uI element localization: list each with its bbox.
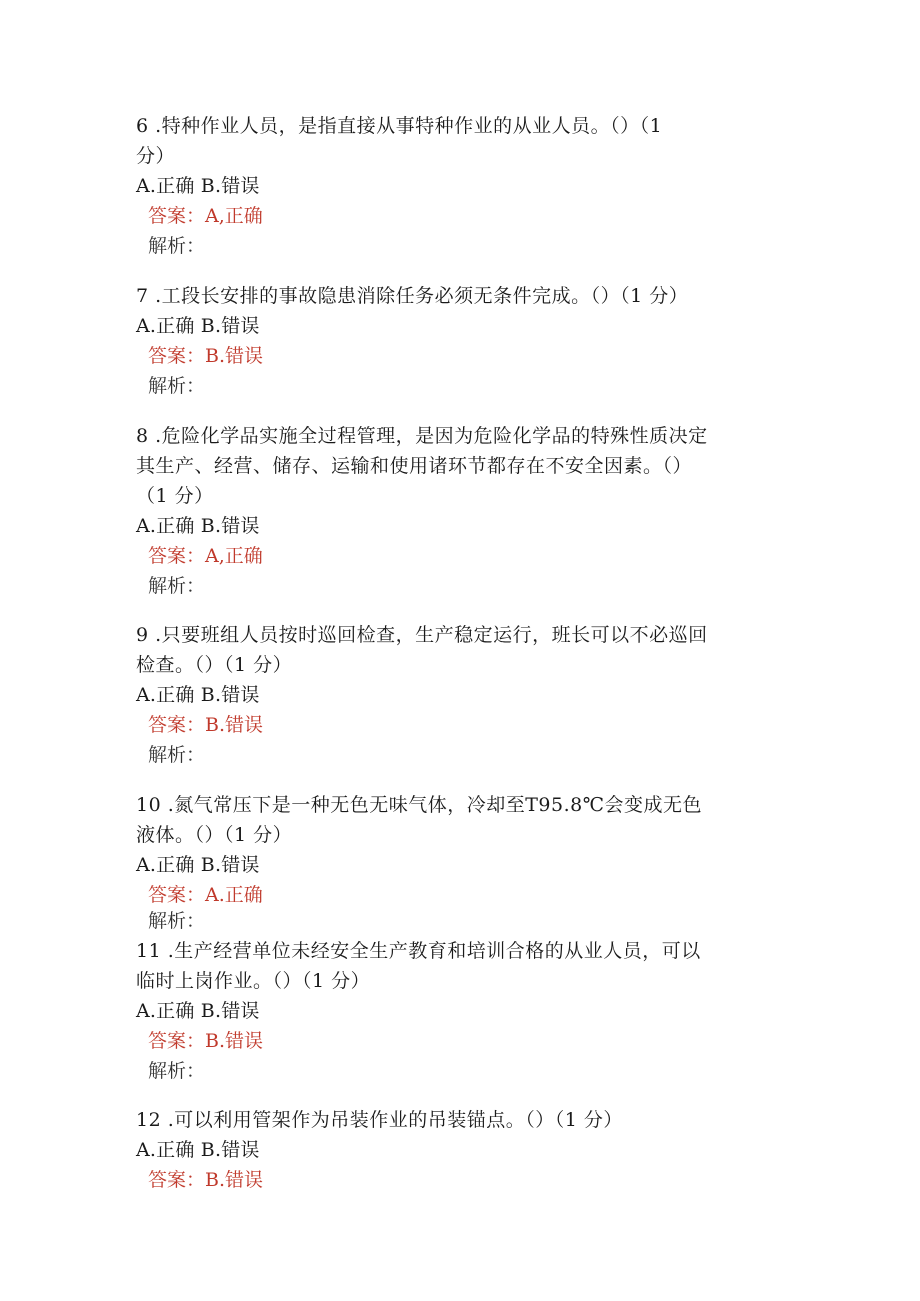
- question-6: [136, 111, 786, 261]
- options-text: A.正确 B.错误: [136, 315, 260, 337]
- options-text: A.正确 B.错误: [136, 175, 260, 197]
- question-text: [136, 1105, 786, 1135]
- question-7: [136, 281, 786, 401]
- question-11: [136, 936, 786, 1086]
- question-10: [136, 790, 786, 932]
- analysis-label: 解析：: [148, 375, 206, 397]
- options-text: A.正确 B.错误: [136, 854, 260, 876]
- answer-text: 答案：B.错误: [148, 345, 264, 367]
- question-line: 12 .可以利用管架作为吊装作业的吊装锚点。（）（1 分）: [136, 1109, 623, 1131]
- question-line: 其生产、经营、储存、运输和使用诸环节都存在不安全因素。（）: [136, 455, 693, 477]
- question-text: [136, 421, 786, 511]
- analysis-label: 解析：: [148, 235, 206, 257]
- answer-text: 答案：A,正确: [148, 205, 263, 227]
- question-line: 检查。（）（1 分）: [136, 654, 293, 676]
- answer-text: 答案：B.错误: [148, 714, 264, 736]
- question-text: [136, 111, 786, 171]
- analysis-label: 解析：: [148, 1060, 206, 1082]
- answer-text: 答案：B.错误: [148, 1030, 264, 1052]
- question-8: [136, 421, 786, 601]
- options-text: A.正确 B.错误: [136, 1139, 260, 1161]
- options-text: A.正确 B.错误: [136, 1000, 260, 1022]
- answer-text: 答案：A.正确: [148, 884, 263, 906]
- question-text: [136, 936, 786, 996]
- question-line: 液体。（）（1 分）: [136, 824, 293, 846]
- question-text: [136, 620, 786, 680]
- analysis-label: 解析：: [148, 744, 206, 766]
- question-text: [136, 790, 786, 850]
- question-line: 9 .只要班组人员按时巡回检查，生产稳定运行，班长可以不必巡回: [136, 624, 708, 646]
- question-line: 11 .生产经营单位未经安全生产教育和培训合格的从业人员，可以: [136, 940, 701, 962]
- question-12: [136, 1105, 786, 1195]
- question-line: 6 .特种作业人员，是指直接从事特种作业的从业人员。（）（1: [136, 115, 663, 137]
- question-line: 临时上岗作业。（）（1 分）: [136, 970, 371, 992]
- analysis-label: 解析：: [148, 575, 206, 597]
- answer-text: 答案：B.错误: [148, 1169, 264, 1191]
- question-line: 分）: [136, 145, 176, 167]
- answer-text: 答案：A,正确: [148, 545, 263, 567]
- question-line: 10 .氮气常压下是一种无色无味气体，冷却至T95.8℃会变成无色: [136, 794, 702, 816]
- question-line: 7 .工段长安排的事故隐患消除任务必须无条件完成。（）（1 分）: [136, 285, 689, 307]
- question-line: （1 分）: [136, 485, 214, 507]
- options-text: A.正确 B.错误: [136, 515, 260, 537]
- question-9: [136, 620, 786, 770]
- question-line: 8 .危险化学品实施全过程管理，是因为危险化学品的特殊性质决定: [136, 425, 708, 447]
- options-text: A.正确 B.错误: [136, 684, 260, 706]
- question-text: [136, 281, 786, 311]
- analysis-label: 解析：: [148, 910, 206, 932]
